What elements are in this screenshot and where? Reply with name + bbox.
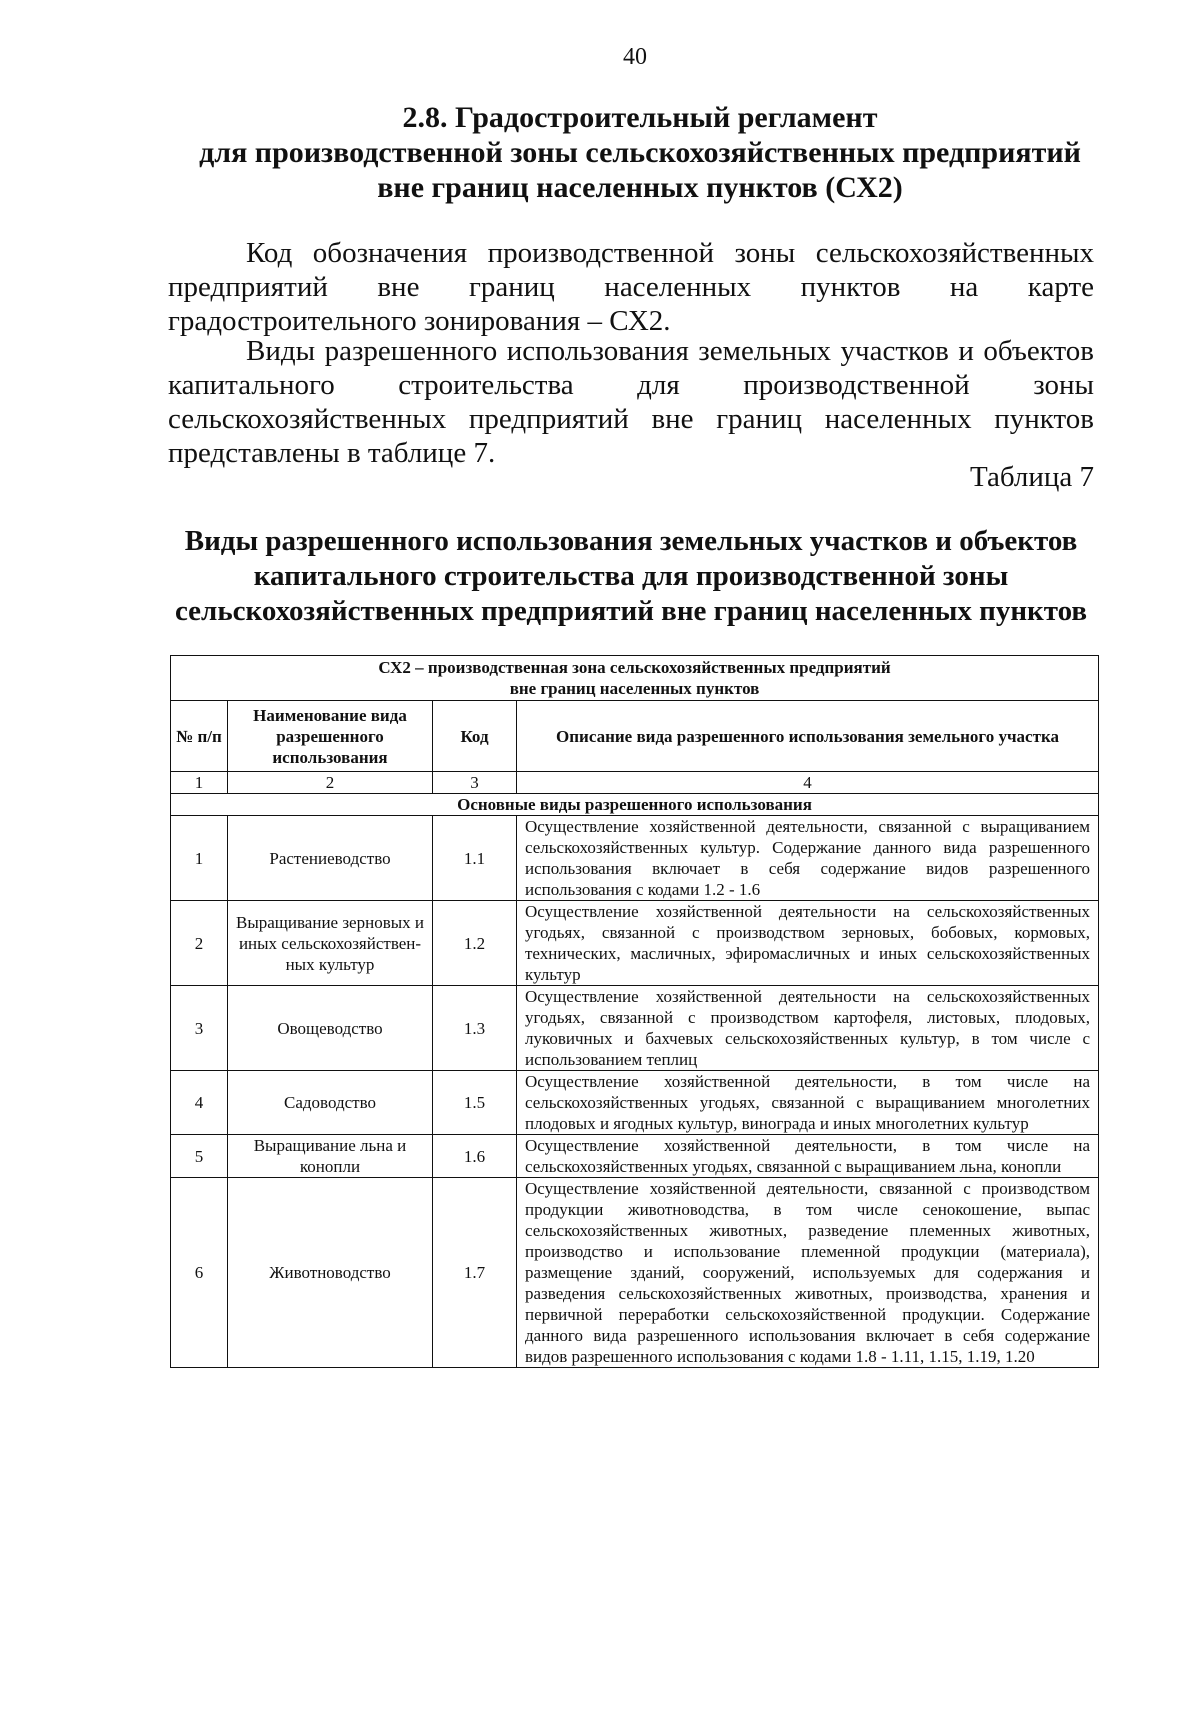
table-row [171,1135,1099,1178]
row-use-description: Осуществление хозяйственной деятельности, в том числе на сельскохозяйственных угодьях, связанной с выращиванием льна, конопли [517,1135,1099,1178]
row-number: 1 [171,816,228,901]
row-use-code: 1.7 [433,1178,517,1368]
row-use-code: 1.5 [433,1071,517,1135]
column-index: 3 [433,772,517,794]
table-label: Таблица 7 [969,461,1094,493]
table-title-line: Виды разрешенного использования земельных участков и объектов [184,525,1078,557]
zone-code-paragraph [168,236,1094,338]
table-row [171,986,1099,1071]
row-use-description: Осуществление хозяйственной деятельности на сельскохозяйственных угодьях, связанной с производством картофеля, листовых, плодовых, луковичных и бахчевых сельскохозяйственных культур, в том числе с использованием теплиц [517,986,1099,1071]
row-use-description: Осуществление хозяйственной деятельности, связанной с производством продукции животноводства, в том числе сенокошение, выпас сельскохозяйственных животных, разведение племенных животных, производство и использование племенной продукции (материала), размещение зданий, сооружений, используемых для содержания и разведения сельскохозяйственных животных, производства, хранения и первичной переработки сельскохозяйственной продукции. Содержание данного вида разрешенного использования включает в себя содержание видов разрешенного использования с кодами 1.8 - 1.11, 1.15, 1.19, 1.20 [517,1178,1099,1368]
section-heading-line: для производственной зоны сельскохозяйственных предприятий [199,136,1081,169]
column-header-number: № п/п [171,701,228,772]
zone-header-cell [171,656,1099,701]
table-row [171,901,1099,986]
row-use-code: 1.3 [433,986,517,1071]
paragraph-text: Код обозначения производственной зоны сельскохозяйственных предприятий вне границ населенных пунктов на карте градостроительного зонирования – СХ2. [168,237,1094,337]
page-number: 40 [623,44,647,70]
group-header-cell: Основные виды разрешенного использования [171,794,1099,816]
row-use-description: Осуществление хозяйственной деятельности на сельскохозяйственных угодьях, связанной с производством зерновых, бобовых, кормовых, технических, масличных, эфиромасличных и иных сельскохозяйственных культур [517,901,1099,986]
zone-header-line: вне границ населенных пунктов [509,679,760,698]
table-reference-paragraph [168,334,1094,470]
row-use-name: Животноводство [228,1178,433,1368]
section-heading-line: 2.8. Градостроительный регламент [402,101,878,134]
column-index: 2 [228,772,433,794]
zone-header-line: СХ2 – производственная зона сельскохозяйственных предприятий [378,658,891,677]
section-heading [180,100,1100,205]
row-use-name: Садоводство [228,1071,433,1135]
zone-header-row [171,656,1099,701]
column-index: 1 [171,772,228,794]
row-use-name: Растениеводство [228,816,433,901]
row-number: 2 [171,901,228,986]
column-header-name: Наименование вида разрешенного использования [228,701,433,772]
row-use-name: Овощеводство [228,986,433,1071]
table-row [171,1071,1099,1135]
permitted-use-table [170,655,1099,1368]
table-row [171,816,1099,901]
column-header-row [171,701,1099,772]
row-use-description: Осуществление хозяйственной деятельности, связанной с выращиванием сельскохозяйственных культур. Содержание данного вида разрешенного использования включает в себя содержание видов разрешенного использования с кодами 1.2 - 1.6 [517,816,1099,901]
row-number: 4 [171,1071,228,1135]
row-use-description: Осуществление хозяйственной деятельности, в том числе на сельскохозяйственных угодьях, связанной с выращиванием многолетних плодовых и ягодных культур, винограда и иных многолетних культур [517,1071,1099,1135]
row-use-code: 1.2 [433,901,517,986]
column-index: 4 [517,772,1099,794]
column-header-code: Код [433,701,517,772]
row-use-code: 1.6 [433,1135,517,1178]
table-row [171,1178,1099,1368]
row-number: 3 [171,986,228,1071]
row-use-code: 1.1 [433,816,517,901]
section-heading-line: вне границ населенных пунктов (СХ2) [377,171,903,204]
table-title-line: капитального строительства для производственной зоны [253,560,1009,592]
column-index-row [171,772,1099,794]
table-title [168,524,1094,629]
paragraph-text: Виды разрешенного использования земельных участков и объектов капитального строительства для производственной зоны сельскохозяйственных предприятий вне границ населенных пунктов представлены в таблице 7. [168,335,1094,469]
row-number: 5 [171,1135,228,1178]
row-number: 6 [171,1178,228,1368]
table-title-line: сельскохозяйственных предприятий вне границ населенных пунктов [174,595,1088,627]
group-header-row [171,794,1099,816]
column-header-description: Описание вида разрешенного использования земельного участка [517,701,1099,772]
row-use-name: Выращивание зерновых и иных сельскохозяйствен-ных культур [228,901,433,986]
row-use-name: Выращивание льна и конопли [228,1135,433,1178]
